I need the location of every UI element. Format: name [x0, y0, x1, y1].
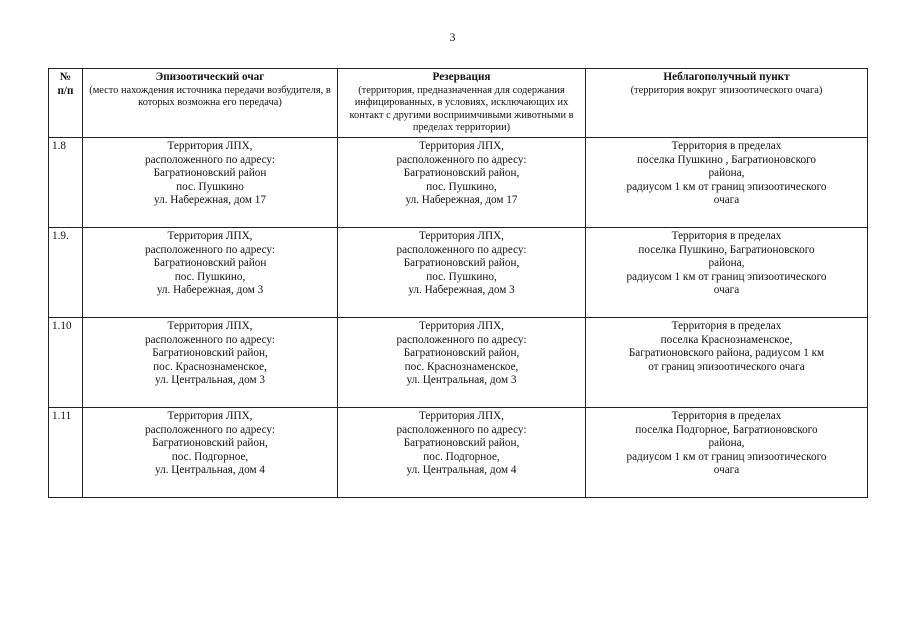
unsafe-cell-line: Территория в пределах [671, 409, 782, 422]
reservation-cell-line: ул. Центральная, дом 4 [406, 464, 517, 477]
row-number: 1.8 [49, 137, 83, 227]
focus-cell-line: Багратионовский район, [152, 347, 268, 360]
unsafe-cell-line: очага [713, 284, 740, 297]
unsafe-cell-line: очага [713, 464, 740, 477]
unsafe-cell-line: поселка Подгорное, Багратионовского [635, 423, 818, 436]
header-reservation [338, 69, 586, 138]
focus-cell-line: Багратионовский район, [152, 437, 268, 450]
unsafe-cell [586, 317, 868, 407]
table-header-row [49, 69, 868, 138]
unsafe-cell-line: района, [708, 167, 745, 180]
unsafe-cell-line: радиусом 1 км от границ эпизоотического [626, 450, 827, 463]
header-unsafe-title: Неблагополучный пункт [663, 71, 790, 83]
unsafe-cell-line: от границ эпизоотического очага [648, 360, 805, 373]
reservation-cell [338, 407, 586, 497]
focus-cell [83, 407, 338, 497]
focus-cell-line: пос. Подгорное, [171, 450, 249, 463]
unsafe-cell [586, 407, 868, 497]
focus-cell-line: расположенного по адресу: [145, 153, 275, 166]
focus-cell-line: Территория ЛПХ, [167, 319, 253, 332]
focus-cell-line: Территория ЛПХ, [167, 229, 253, 242]
header-focus-title: Эпизоотический очаг [155, 71, 265, 83]
unsafe-cell-line: Багратионовского района, радиусом 1 км [628, 347, 825, 360]
reservation-cell [338, 317, 586, 407]
reservation-cell-line: расположенного по адресу: [396, 333, 527, 346]
unsafe-cell-line: радиусом 1 км от границ эпизоотического [626, 180, 827, 193]
unsafe-cell-line: поселка Пушкино , Багратионовского [636, 153, 817, 166]
row-number: 1.10 [49, 317, 83, 407]
focus-cell-line: пос. Пушкино, [174, 270, 246, 283]
unsafe-cell [586, 227, 868, 317]
unsafe-cell [586, 137, 868, 227]
focus-cell-line: расположенного по адресу: [145, 243, 275, 256]
reservation-cell-line: Территория ЛПХ, [419, 319, 504, 332]
focus-cell-line: Багратионовский район [153, 167, 267, 180]
reservation-cell-line: Территория ЛПХ, [419, 229, 504, 242]
header-num-line2: п/п [57, 84, 74, 97]
epizootic-table [48, 68, 868, 498]
header-reservation-subtitle: (территория, предназначенная для содержания инфицированных, в условиях, исключающих их контакт с другими восприимчивыми животными в пределах территории) [349, 84, 574, 134]
reservation-cell-line: расположенного по адресу: [396, 423, 527, 436]
focus-cell-line: ул. Центральная, дом 4 [155, 464, 265, 477]
header-reservation-title: Резервация [432, 71, 491, 83]
reservation-cell-line: Багратионовский район, [403, 437, 520, 450]
focus-cell-line: Багратионовский район [153, 257, 267, 270]
focus-cell-line: ул. Набережная, дом 17 [154, 194, 266, 207]
table-row [49, 227, 868, 317]
focus-cell [83, 137, 338, 227]
focus-cell-line: пос. Краснознаменское, [153, 360, 267, 373]
reservation-cell-line: Территория ЛПХ, [419, 409, 504, 422]
focus-cell-line: Территория ЛПХ, [167, 139, 253, 152]
table-row [49, 317, 868, 407]
reservation-cell-line: пос. Пушкино, [426, 180, 497, 193]
reservation-cell-line: Багратионовский район, [403, 347, 520, 360]
focus-cell-line: расположенного по адресу: [145, 333, 275, 346]
reservation-cell-line: ул. Центральная, дом 3 [406, 374, 517, 387]
focus-cell [83, 227, 338, 317]
header-num-line1: № [59, 71, 72, 83]
reservation-cell-line: Багратионовский район, [403, 257, 520, 270]
header-focus [83, 69, 338, 138]
page-number: 3 [449, 30, 456, 44]
reservation-cell-line: Багратионовский район, [403, 167, 520, 180]
focus-cell-line: ул. Набережная, дом 3 [156, 284, 264, 297]
unsafe-cell-line: района, [708, 437, 745, 450]
row-number: 1.9. [49, 227, 83, 317]
unsafe-cell-line: Территория в пределах [671, 319, 782, 332]
reservation-cell-line: пос. Подгорное, [423, 450, 500, 463]
reservation-cell [338, 137, 586, 227]
unsafe-cell-line: очага [713, 194, 740, 207]
table-body [49, 137, 868, 497]
unsafe-cell-line: поселка Краснознаменское, [660, 333, 793, 346]
focus-cell-line: пос. Пушкино [176, 180, 244, 193]
reservation-cell-line: пос. Краснознаменское, [404, 360, 519, 373]
focus-cell-line: расположенного по адресу: [145, 423, 275, 436]
reservation-cell [338, 227, 586, 317]
reservation-cell-line: расположенного по адресу: [396, 153, 527, 166]
unsafe-cell-line: Территория в пределах [671, 229, 782, 242]
unsafe-cell-line: радиусом 1 км от границ эпизоотического [626, 270, 827, 283]
table-row [49, 137, 868, 227]
focus-cell-line: ул. Центральная, дом 3 [155, 374, 265, 387]
reservation-cell-line: ул. Набережная, дом 3 [408, 284, 515, 297]
reservation-cell-line: Территория ЛПХ, [419, 139, 504, 152]
header-unsafe-subtitle: (территория вокруг эпизоотического очага) [630, 84, 823, 96]
header-num [49, 69, 83, 138]
reservation-cell-line: ул. Набережная, дом 17 [405, 194, 518, 207]
reservation-cell-line: пос. Пушкино, [426, 270, 497, 283]
table-row [49, 407, 868, 497]
focus-cell-line: Территория ЛПХ, [167, 409, 253, 422]
unsafe-cell-line: Территория в пределах [671, 139, 782, 152]
unsafe-cell-line: района, [708, 257, 745, 270]
focus-cell [83, 317, 338, 407]
reservation-cell-line: расположенного по адресу: [396, 243, 527, 256]
header-unsafe [586, 69, 868, 138]
row-number: 1.11 [49, 407, 83, 497]
header-focus-subtitle: (место нахождения источника передачи возбудителя, в которых возможна его передача) [89, 84, 331, 109]
unsafe-cell-line: поселка Пушкино, Багратионовского [638, 243, 815, 256]
